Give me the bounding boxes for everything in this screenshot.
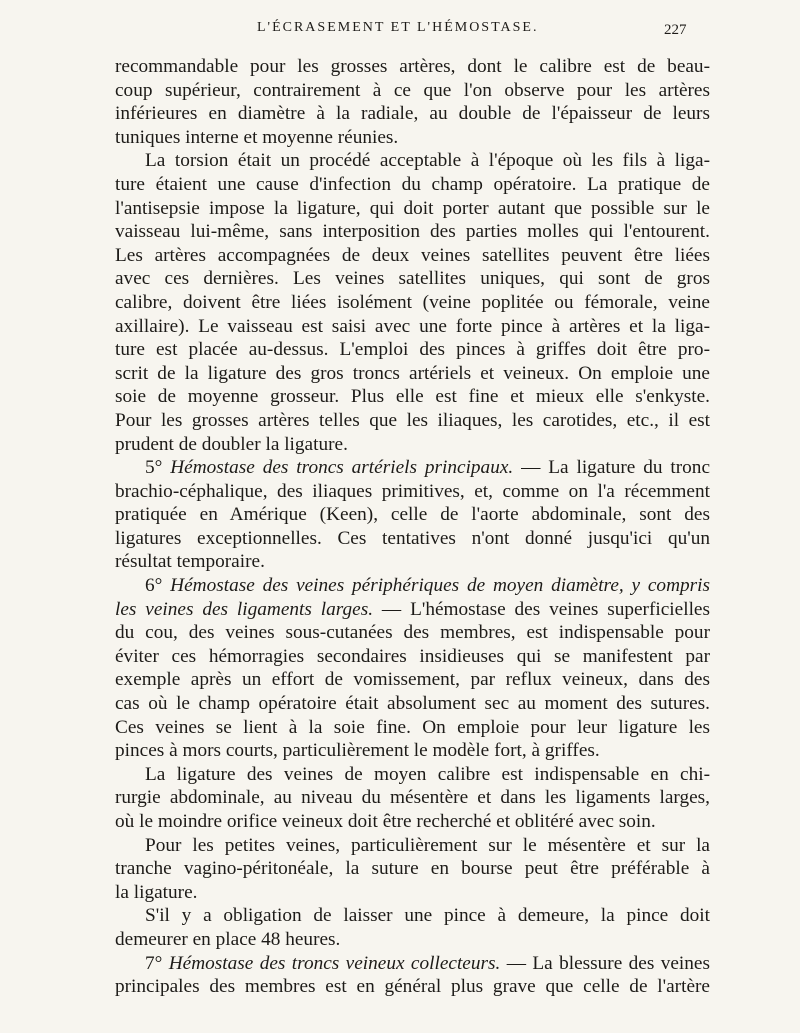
section-number: 5° — [145, 457, 171, 479]
text-line: cas où le champ opératoire était absolument sec au moment des sutures. — [115, 693, 710, 715]
running-title: L'ÉCRASEMENT ET L'HÉMOSTASE. — [257, 20, 539, 35]
text-line: inférieures en diamètre à la radiale, au double de l'épaisseur de leurs — [115, 103, 710, 125]
text-line: Pour les petites veines, particulièrement sur le mésentère et sur la — [145, 834, 710, 856]
text-line: pinces à mors courts, particulièrement le modèle fort, à griffes. — [115, 740, 600, 762]
text-line: axillaire). Le vaisseau est saisi avec une forte pince à artères et la liga- — [115, 315, 710, 337]
section-text: — L'hémostase des veines superficielles — [373, 598, 710, 620]
section-title: Hémostase des troncs veineux collecteurs. — [168, 952, 501, 974]
text-line: S'il y a obligation de laisser une pince à demeure, la pince doit — [145, 905, 710, 927]
text-line: tranche vagino-péritonéale, la suture en bourse peut être préférable à — [115, 858, 710, 880]
text-line: du cou, des veines sous-cutanées des membres, est indispensable pour — [115, 622, 710, 644]
text-line: coup supérieur, contrairement à ce que l'on observe pour les artères — [115, 79, 710, 101]
section-number: 6° — [145, 575, 171, 597]
section-title: Hémostase des troncs artériels principaux. — [170, 457, 514, 479]
text-line: ture est placée au-dessus. L'emploi des pinces à griffes doit être pro- — [115, 339, 710, 361]
text-line: La torsion était un procédé acceptable à l'époque où les fils à liga- — [145, 150, 710, 172]
text-line: La ligature des veines de moyen calibre est indispensable en chi- — [145, 763, 710, 785]
section-title: les veines des ligaments larges. — [115, 598, 374, 620]
text-line: vaisseau lui-même, sans interposition des parties molles qui l'entourent. — [115, 221, 710, 243]
text-line: Les artères accompagnées de deux veines satellites peuvent être liées — [115, 244, 710, 266]
text-line: principales des membres est en général plus grave que celle de l'artère — [115, 976, 710, 998]
page-number: 227 — [664, 22, 687, 38]
text-line: ligatures exceptionnelles. Ces tentatives n'ont donné jusqu'ici qu'un — [115, 527, 710, 549]
section-heading-line — [115, 574, 710, 598]
text-line: l'antisepsie impose la ligature, qui doit porter autant que possible sur le — [115, 197, 710, 219]
text-line: prudent de doubler la ligature. — [115, 433, 348, 455]
running-head — [0, 20, 800, 44]
text-line: demeurer en place 48 heures. — [115, 928, 341, 950]
section-heading-line — [115, 952, 710, 976]
text-line: scrit de la ligature des gros troncs artériels et veineux. On emploie une — [115, 362, 710, 384]
text-line: la ligature. — [115, 881, 198, 903]
text-line: avec ces dernières. Les veines satellites uniques, qui sont de gros — [115, 268, 710, 290]
text-line: résultat temporaire. — [115, 551, 265, 573]
text-line: soie de moyenne grosseur. Plus elle est fine et mieux elle s'enkyste. — [115, 386, 710, 408]
text-line: exemple après un effort de vomissement, par reflux veineux, dans des — [115, 669, 710, 691]
section-title: Hémostase des veines périphériques de moyen diamètre, y compris — [170, 575, 711, 597]
text-line: recommandable pour les grosses artères, dont le calibre est de beau- — [115, 56, 710, 77]
text-line: brachio-céphalique, des iliaques primitives, et, comme on l'a récemment — [115, 480, 710, 502]
text-line: ture étaient une cause d'infection du champ opératoire. La pratique de — [115, 173, 710, 195]
text-line: éviter ces hémorragies secondaires insidieuses qui se manifestent par — [115, 645, 710, 667]
text-line: calibre, doivent être liées isolément (veine poplitée ou fémorale, veine — [115, 291, 710, 313]
text-line: Pour les grosses artères telles que les iliaques, les carotides, etc., il est — [115, 409, 710, 431]
text-line: où le moindre orifice veineux doit être recherché et oblitéré avec soin. — [115, 811, 656, 832]
section-number: 7° — [145, 952, 169, 974]
section-heading-line — [115, 598, 710, 622]
section-heading-line — [115, 456, 710, 480]
text-line: Ces veines se lient à la soie fine. On emploie pour leur ligature les — [115, 716, 710, 738]
text-line: pratiquée en Amérique (Keen), celle de l'aorte abdominale, sont des — [115, 504, 710, 526]
section-text: — La blessure des veines — [500, 952, 710, 974]
text-line: tuniques interne et moyenne réunies. — [115, 126, 399, 148]
text-line: rurgie abdominale, au niveau du mésentère et dans les ligaments larges, — [115, 787, 710, 809]
section-text: — La ligature du tronc — [513, 457, 711, 479]
body-text — [115, 55, 710, 999]
